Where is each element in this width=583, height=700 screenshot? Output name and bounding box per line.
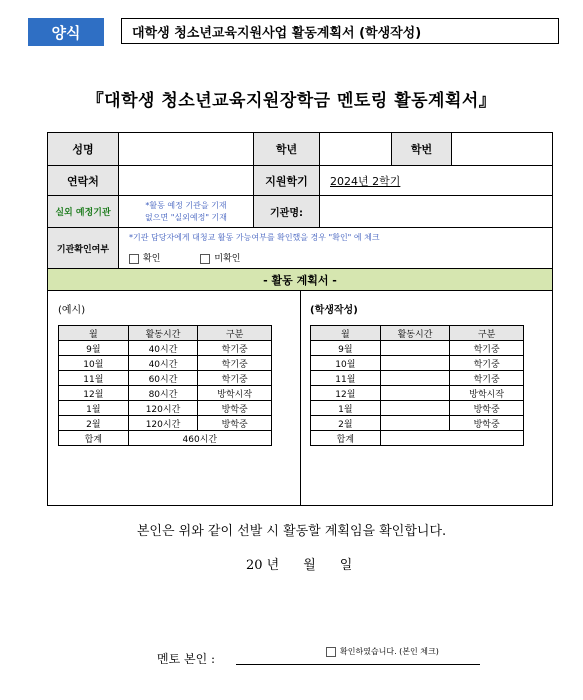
mentor-check[interactable]: [326, 646, 439, 657]
table-cell: 1월: [311, 401, 381, 416]
table-cell: 학기중: [198, 356, 272, 371]
confirm-area: [119, 228, 552, 269]
table-cell: 60시간: [128, 371, 198, 386]
row-org: [48, 196, 552, 228]
column-header: 구분: [450, 326, 524, 341]
table-cell: 9월: [59, 341, 129, 356]
confirm-yes-option[interactable]: [129, 251, 160, 264]
mentor-label: 멘토 본인 :: [157, 652, 216, 666]
confirm-options: [129, 251, 240, 264]
org-name-label: 기관명:: [254, 196, 320, 228]
header-title: 대학생 청소년교육지원사업 활동계획서 (학생작성): [121, 18, 559, 44]
contact-field[interactable]: [119, 166, 254, 196]
table-cell: 학기중: [450, 371, 524, 386]
table-row: [311, 371, 524, 386]
mentor-check-label: 확인하였습니다. (본인 체크): [340, 647, 439, 656]
student-plan-table: [310, 325, 524, 446]
table-cell[interactable]: [380, 386, 450, 401]
table-cell[interactable]: [380, 416, 450, 431]
activity-form: [47, 132, 553, 506]
table-cell: 1월: [59, 401, 129, 416]
table-row: [59, 401, 272, 416]
date-year[interactable]: 20 년: [246, 558, 280, 573]
date-line: [246, 554, 352, 573]
date-day[interactable]: 일: [339, 558, 353, 573]
term-value: 2024년 2학기: [330, 174, 401, 188]
table-cell: 80시간: [128, 386, 198, 401]
table-cell[interactable]: [380, 401, 450, 416]
table-cell[interactable]: [380, 341, 450, 356]
row-confirm: [48, 228, 552, 269]
org-note-line1: *활동 예정 기관을 기재: [145, 200, 227, 210]
table-row: [311, 401, 524, 416]
confirm-note: *기관 담당자에게 대청교 활동 가능여부를 확인했을 경우 "확인" 에 체크: [129, 233, 380, 242]
student-id-field[interactable]: [452, 133, 552, 166]
column-header: 월: [59, 326, 129, 341]
table-cell: 방학중: [450, 416, 524, 431]
page-title: 『대학생 청소년교육지원장학금 멘토링 활동계획서』: [86, 91, 497, 111]
table-cell[interactable]: [380, 356, 450, 371]
table-cell[interactable]: [380, 371, 450, 386]
org-note-line2: 없으면 "실외예정" 기재: [145, 212, 227, 222]
student-id-label: 학번: [392, 133, 452, 166]
checkbox-icon[interactable]: [200, 254, 210, 264]
org-label: 실외 예정기관: [48, 196, 119, 228]
table-cell: 학기중: [450, 356, 524, 371]
checkbox-icon[interactable]: [326, 647, 336, 657]
table-cell: 방학시작: [198, 386, 272, 401]
table-cell: 40시간: [128, 341, 198, 356]
table-cell: 방학시작: [450, 386, 524, 401]
table-cell: 12월: [59, 386, 129, 401]
confirmation-statement: 본인은 위와 같이 선발 시 활동할 계획임을 확인합니다.: [136, 524, 447, 539]
column-header: 구분: [198, 326, 272, 341]
table-cell: 120시간: [128, 416, 198, 431]
grade-field[interactable]: [320, 133, 392, 166]
row-name: [48, 133, 552, 166]
table-row: [311, 416, 524, 431]
column-header: 월: [311, 326, 381, 341]
table-cell: 9월: [311, 341, 381, 356]
table-cell: 40시간: [128, 356, 198, 371]
name-label: 성명: [48, 133, 119, 166]
table-cell: 학기중: [198, 371, 272, 386]
table-cell: 방학중: [198, 416, 272, 431]
column-header: 활동시간: [128, 326, 198, 341]
row-contact: [48, 166, 552, 196]
table-row: [59, 371, 272, 386]
table-cell: 학기중: [198, 341, 272, 356]
table-cell: 12월: [311, 386, 381, 401]
table-cell: 11월: [311, 371, 381, 386]
column-header: 활동시간: [380, 326, 450, 341]
table-cell: 10월: [311, 356, 381, 371]
term-field[interactable]: [320, 166, 552, 196]
term-label: 지원학기: [254, 166, 320, 196]
table-cell: 방학중: [198, 401, 272, 416]
total-value: 460시간: [128, 431, 271, 446]
table-cell: 학기중: [450, 341, 524, 356]
table-cell: 방학중: [450, 401, 524, 416]
form-badge: 양식: [28, 18, 104, 46]
table-cell: 2월: [59, 416, 129, 431]
table-row: [311, 356, 524, 371]
total-row: [59, 431, 272, 446]
example-plan-table: [58, 325, 272, 446]
confirm-label: 기관확인여부: [48, 228, 119, 269]
table-cell: 2월: [311, 416, 381, 431]
table-header-row: [59, 326, 272, 341]
confirm-no-option[interactable]: [200, 251, 240, 264]
table-cell: 11월: [59, 371, 129, 386]
table-row: [59, 416, 272, 431]
section-title: - 활동 계획서 -: [48, 269, 552, 291]
table-header-row: [311, 326, 524, 341]
org-note: [119, 196, 254, 228]
total-label: 합계: [59, 431, 129, 446]
confirm-yes-label: 확인: [143, 254, 161, 264]
example-caption: (예시): [58, 305, 86, 316]
confirm-no-label: 미확인: [214, 254, 241, 264]
table-row: [311, 341, 524, 356]
total-row: [311, 431, 524, 446]
name-field[interactable]: [119, 133, 254, 166]
total-label: 합계: [311, 431, 381, 446]
student-caption: (학생작성): [310, 305, 358, 316]
checkbox-icon[interactable]: [129, 254, 139, 264]
table-cell: 120시간: [128, 401, 198, 416]
table-row: [59, 356, 272, 371]
org-name-field[interactable]: [320, 196, 552, 228]
table-row: [59, 341, 272, 356]
grade-label: 학년: [254, 133, 320, 166]
date-month[interactable]: 월: [303, 558, 316, 573]
table-row: [59, 386, 272, 401]
table-cell: 10월: [59, 356, 129, 371]
signature-line[interactable]: [236, 664, 480, 665]
table-row: [311, 386, 524, 401]
total-value[interactable]: [380, 431, 523, 446]
section-divider: [300, 291, 301, 505]
contact-label: 연락처: [48, 166, 119, 196]
